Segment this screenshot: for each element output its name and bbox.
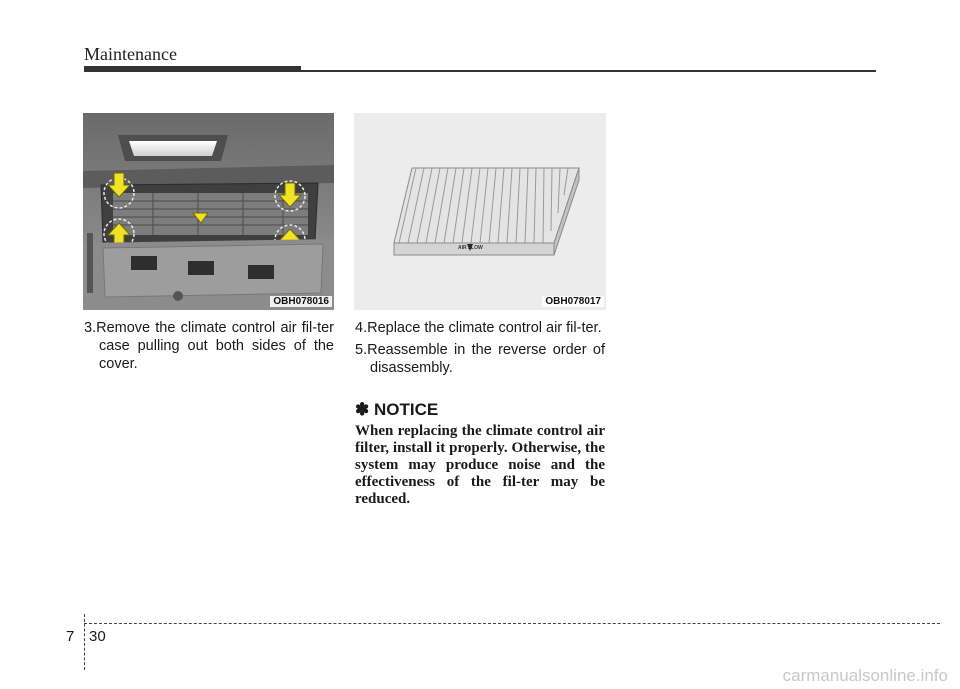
step-4: 4.Replace the climate control air fil-ter. xyxy=(355,320,602,336)
page-number: 30 xyxy=(89,628,106,645)
notice-body: When replacing the climate control air filter, install it properly. Otherwise, the system may produce noise and the effectiveness of the fil-ter may be reduced. xyxy=(355,423,605,507)
header-bar xyxy=(84,66,301,72)
footer-divider xyxy=(84,614,85,670)
notice-title: NOTICE xyxy=(373,400,439,419)
step-3: 3.Remove the climate control air fil-ter case pulling out both sides of the cover. xyxy=(84,320,334,372)
header-title: Maintenance xyxy=(84,44,177,64)
step-5: 5.Reassemble in the reverse order of disassembly. xyxy=(355,342,605,376)
figure-air-filter xyxy=(354,113,606,310)
right-column xyxy=(355,319,605,508)
figure-code-2: OBH078017 xyxy=(542,296,604,307)
notice-heading xyxy=(355,401,605,419)
footer-rule xyxy=(84,623,940,624)
left-column xyxy=(84,319,334,377)
air-filter-illustration xyxy=(354,113,606,310)
notice-icon: ✽ xyxy=(355,400,370,419)
chapter-number: 7 xyxy=(66,628,75,645)
watermark: carmanualsonline.info xyxy=(782,666,948,685)
filter-cover-illustration xyxy=(83,113,334,310)
figure-filter-cover xyxy=(83,113,334,310)
figure-code-1: OBH078016 xyxy=(270,296,332,307)
header-rule xyxy=(301,70,876,72)
filter-airflow-label: AIR FLOW xyxy=(458,245,483,251)
